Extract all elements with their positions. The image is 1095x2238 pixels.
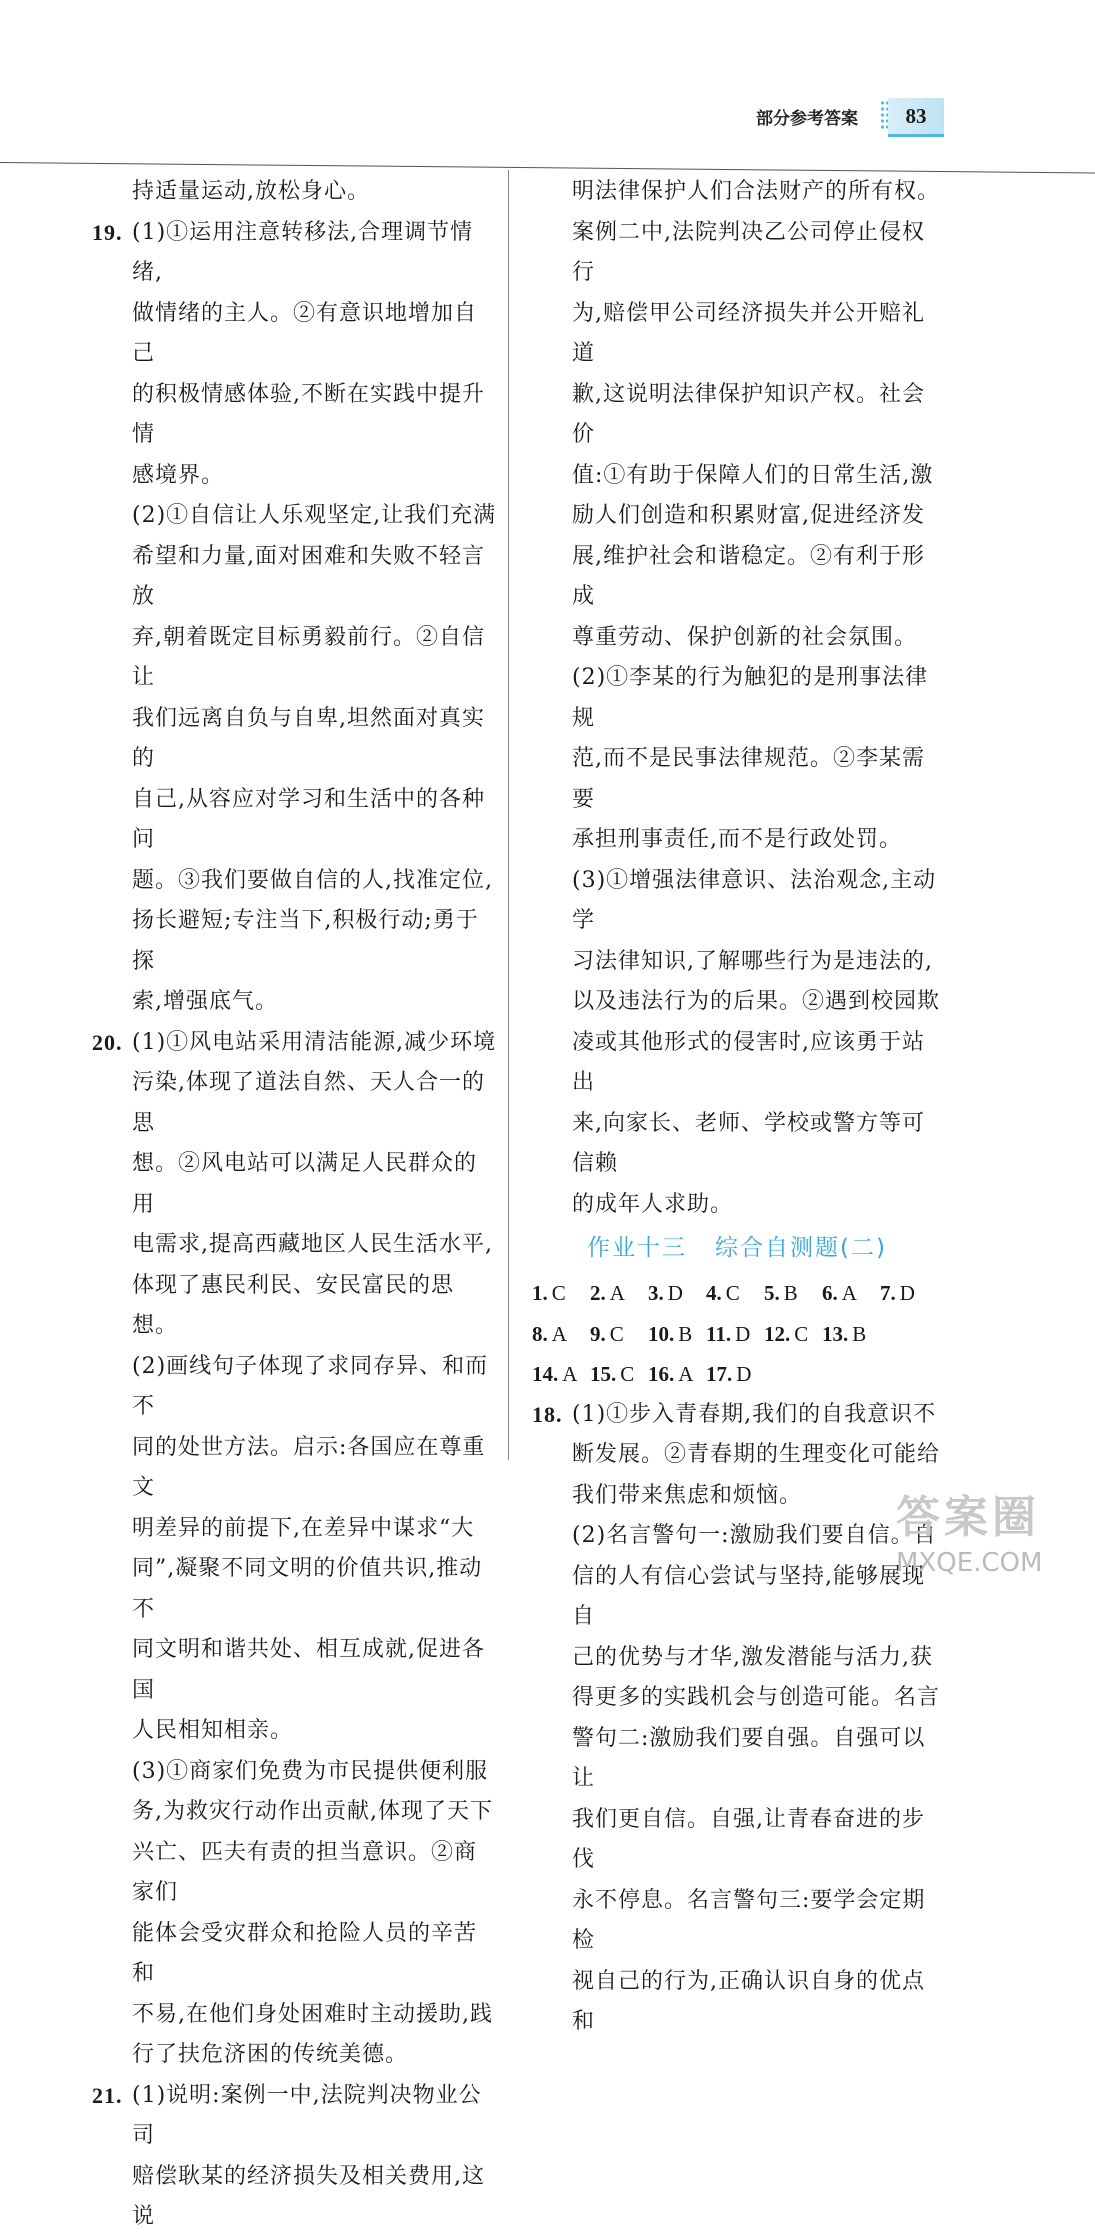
text-line: [92, 172, 497, 213]
choice-answer: [648, 1314, 706, 1355]
text-line: [92, 618, 497, 699]
choice-letter: C: [609, 1321, 624, 1346]
answer-text: (2)画线句子体现了求同存异、和而不: [132, 1353, 489, 1419]
answer-text: 以及违法行为的后果。②遇到校园欺: [572, 989, 941, 1014]
question-number: [92, 1995, 132, 2036]
choice-number: 14.: [532, 1362, 559, 1386]
watermark-url: MXQE.COM: [896, 1548, 1043, 1578]
answer-text: 明法律保护人们合法财产的所有权。: [572, 179, 941, 204]
text-line: [532, 1719, 942, 1800]
column-divider: [508, 170, 509, 1460]
question-number: [532, 1638, 572, 1679]
answer-text: 不易,在他们身处困难时主动援助,践: [132, 2001, 493, 2027]
answer-text: 信的人有信心尝试与坚持,能够展现自: [572, 1563, 925, 1629]
choice-letter: B: [783, 1281, 798, 1305]
answer-text: (3)①增强法律意识、法治观念,主动学: [572, 867, 937, 933]
text-line: [92, 861, 497, 902]
answer-text: 来,向家长、老师、学校或警方等可信赖: [572, 1110, 925, 1176]
answer-text: 索,增强底气。: [132, 989, 278, 1014]
question-number: [532, 1800, 572, 1881]
text-line: [532, 375, 942, 456]
choice-number: 2.: [590, 1281, 606, 1305]
question-number: [532, 172, 572, 213]
text-line: [532, 739, 942, 820]
question-number: [532, 982, 572, 1023]
question-number: [92, 1711, 132, 1752]
choice-letter: C: [620, 1362, 635, 1386]
question-number: [532, 375, 572, 456]
question-number: [92, 699, 132, 780]
answer-text: 同文明和谐共处、相互成就,促进各国: [132, 1637, 485, 1703]
question-number: [92, 1063, 132, 1144]
text-line: [92, 1711, 497, 1752]
choice-answer: [532, 1354, 590, 1395]
answer-text: 想。②风电站可以满足人民群众的用: [132, 1151, 478, 1217]
answer-text: 人民相知相亲。: [132, 1718, 294, 1743]
answer-text: 自己,从容应对学习和生活中的各种问: [132, 786, 485, 852]
choice-letter: C: [794, 1321, 809, 1346]
section-title-part2: 综合自测题(二): [715, 1235, 887, 1261]
answer-text: 务,为救灾行动作出贡献,体现了天下: [132, 1799, 493, 1824]
answer-text: 赔偿耿某的经济损失及相关费用,这说: [132, 2163, 485, 2229]
choice-answer: [706, 1314, 764, 1355]
choice-number: 6.: [822, 1281, 838, 1305]
answer-text: 展,维护社会和谐稳定。②有利于形成: [572, 543, 925, 609]
question-number: [532, 739, 572, 820]
question-number: [532, 1185, 572, 1226]
text-line: [92, 901, 497, 982]
answer-text: 电需求,提高西藏地区人民生活水平,: [132, 1232, 493, 1257]
answer-text: 案例二中,法院判决乙公司停止侵权行: [572, 219, 925, 285]
text-line: [92, 1549, 497, 1630]
question-number: [92, 294, 132, 375]
text-line: [532, 982, 942, 1023]
text-line: [92, 1023, 497, 1064]
answer-text: 我们远离自负与自卑,坦然面对真实的: [132, 705, 485, 771]
text-line: [92, 1792, 497, 1833]
answer-text: 能体会受灾群众和抢险人员的辛苦和: [132, 1920, 478, 1986]
choice-letter: A: [551, 1321, 567, 1346]
text-line: [92, 1630, 497, 1711]
choice-number: 10.: [648, 1321, 675, 1346]
text-line: [532, 658, 942, 739]
choice-answer: [648, 1354, 706, 1395]
answer-text: 断发展。②青春期的生理变化可能给: [572, 1442, 941, 1467]
question-number: [92, 1792, 132, 1833]
answer-text: (1)说明:案例一中,法院判决物业公司: [132, 2082, 482, 2148]
question-number: [92, 1914, 132, 1995]
text-line: [532, 1104, 942, 1185]
text-line: [532, 1476, 942, 1517]
question-number: [92, 1347, 132, 1428]
answer-text: (1)①步入青春期,我们的自我意识不: [572, 1401, 937, 1427]
answer-text: 体现了惠民利民、安民富民的思想。: [132, 1272, 455, 1338]
text-line: [532, 294, 942, 375]
question-number: [532, 1719, 572, 1800]
choice-letter: C: [551, 1281, 566, 1305]
answer-text: 习法律知识,了解哪些行为是违法的,: [572, 948, 933, 974]
text-line: [532, 172, 942, 213]
choice-answer: [764, 1314, 822, 1355]
watermark-logo: [896, 1488, 1066, 1588]
choice-letter: C: [725, 1281, 740, 1305]
text-line: [532, 456, 942, 497]
question-number: 18.: [532, 1401, 563, 1427]
text-line: [92, 2157, 497, 2238]
choice-letter: D: [667, 1281, 683, 1305]
question-number: [532, 1881, 572, 1962]
text-line: [532, 1435, 942, 1476]
question-number: [92, 496, 132, 537]
text-line: [532, 618, 942, 659]
choice-letter: D: [736, 1362, 752, 1386]
text-line: [532, 1678, 942, 1719]
answer-text: (2)①李某的行为触犯的是刑事法律规: [572, 665, 929, 731]
question-number: [532, 496, 572, 537]
answer-text: 警句二:激励我们要自强。自强可以让: [572, 1725, 926, 1791]
answer-text: 的成年人求助。: [572, 1191, 734, 1217]
choice-answer: [590, 1273, 648, 1314]
answer-text: 我们带来焦虑和烦恼。: [572, 1482, 803, 1508]
question-number: [532, 820, 572, 861]
choice-answer: [706, 1354, 764, 1395]
answer-text: 同的处世方法。启示:各国应在尊重文: [132, 1434, 486, 1500]
text-line: [92, 537, 497, 618]
choice-number: 8.: [532, 1321, 548, 1346]
answer-text: 弃,朝着既定目标勇毅前行。②自信让: [132, 624, 485, 690]
question-number: 21.: [92, 2082, 123, 2108]
choice-number: 5.: [764, 1281, 780, 1305]
section-title-part1: 作业十三: [587, 1235, 688, 1261]
text-line: [92, 1914, 497, 1995]
choice-row: [532, 1273, 942, 1314]
text-line: [92, 780, 497, 861]
question-number: [532, 456, 572, 497]
answer-text: 己的优势与才华,激发潜能与活力,获: [572, 1644, 933, 1670]
question-number: [92, 375, 132, 456]
choice-number: 4.: [706, 1281, 722, 1305]
question-number: [532, 294, 572, 375]
question-number: [92, 2157, 132, 2238]
text-line: [92, 1995, 497, 2036]
text-line: [532, 496, 942, 537]
choice-answer: [532, 1314, 590, 1355]
text-line: [92, 982, 497, 1023]
question-number: [92, 1144, 132, 1225]
question-number: [92, 861, 132, 902]
choice-number: 16.: [648, 1362, 675, 1386]
answer-text: 范,而不是民事法律规范。②李某需要: [572, 746, 925, 812]
text-line: [532, 820, 942, 861]
question-number: [92, 537, 132, 618]
right-column-top: [532, 172, 942, 1225]
choice-answer: [822, 1273, 880, 1314]
answer-text: 做情绪的主人。②有意识地增加自己: [132, 300, 478, 366]
text-line: [92, 1225, 497, 1266]
question-number: [532, 1516, 572, 1557]
text-line: [532, 861, 942, 942]
text-line: [92, 2035, 497, 2076]
choice-letter: B: [678, 1321, 693, 1346]
text-line: [532, 1881, 942, 1962]
question-number: [532, 658, 572, 739]
choice-letter: B: [852, 1321, 867, 1346]
choice-answer: [590, 1314, 648, 1355]
answer-text: 视自己的行为,正确认识自身的优点和: [572, 1968, 925, 2034]
text-line: [92, 375, 497, 456]
question-number: [92, 1428, 132, 1509]
question-number: [92, 456, 132, 497]
answer-text: 为,赔偿甲公司经济损失并公开赔礼道: [572, 300, 925, 366]
question-number: [92, 1833, 132, 1914]
choice-answer: [590, 1354, 648, 1395]
text-line: [532, 1023, 942, 1104]
question-number: [532, 537, 572, 618]
answer-text: 励人们创造和积累财富,促进经济发: [572, 503, 925, 528]
text-line: [92, 1752, 497, 1793]
page-number: 83: [888, 98, 944, 137]
choice-number: 9.: [590, 1321, 606, 1346]
choice-number: 12.: [764, 1321, 791, 1346]
question-number: [532, 1962, 572, 2043]
choice-answers: [532, 1273, 942, 1395]
question-number: [532, 942, 572, 983]
question-number: [532, 1023, 572, 1104]
answer-text: (1)①运用注意转移法,合理调节情绪,: [132, 219, 474, 285]
answer-text: 值:①有助于保障人们的日常生活,激: [572, 462, 934, 488]
question-number: [532, 1476, 572, 1517]
header-title: 部分参考答案: [756, 109, 858, 129]
answer-text: 兴亡、匹夫有责的担当意识。②商家们: [132, 1839, 478, 1905]
choice-number: 1.: [532, 1281, 548, 1305]
text-line: [532, 942, 942, 983]
right-column: [532, 172, 942, 2043]
question-number: [92, 1266, 132, 1347]
choice-answer: [532, 1273, 590, 1314]
question-number: 20.: [92, 1029, 123, 1055]
text-line: [532, 213, 942, 294]
answer-text: 我们更自信。自强,让青春奋进的步伐: [572, 1806, 925, 1872]
answer-text: 题。③我们要做自信的人,找准定位,: [132, 867, 493, 893]
answer-text: (2)名言警句一:激励我们要自信。自: [572, 1523, 937, 1548]
choice-number: 11.: [706, 1321, 732, 1346]
choice-letter: D: [899, 1281, 915, 1305]
answer-text: 的积极情感体验,不断在实践中提升情: [132, 381, 485, 447]
choice-letter: D: [735, 1321, 751, 1346]
text-line: [92, 1509, 497, 1550]
answer-text: 污染,体现了道法自然、天人合一的思: [132, 1070, 485, 1136]
section-title: [532, 1227, 942, 1269]
right-column-bottom: [532, 1395, 942, 2043]
text-line: [92, 1144, 497, 1225]
question-number: [92, 1549, 132, 1630]
question-number: [532, 213, 572, 294]
question-number: [92, 2035, 132, 2076]
text-line: [92, 699, 497, 780]
question-number: [532, 618, 572, 659]
question-number: [532, 1678, 572, 1719]
answer-text: 扬长避短;专注当下,积极行动;勇于探: [132, 908, 479, 974]
question-number: [92, 172, 132, 213]
question-number: [532, 1435, 572, 1476]
text-line: [92, 2076, 497, 2157]
answer-text: 永不停息。名言警句三:要学会定期检: [572, 1887, 926, 1953]
choice-answer: [648, 1273, 706, 1314]
choice-row: [532, 1314, 942, 1355]
answer-text: 凌或其他形式的侵害时,应该勇于站出: [572, 1029, 925, 1095]
question-number: [532, 861, 572, 942]
question-number: [92, 982, 132, 1023]
left-column: [92, 172, 497, 2238]
text-line: [532, 1395, 942, 1436]
text-line: [532, 1962, 942, 2043]
question-number: [92, 1752, 132, 1793]
question-number: [92, 618, 132, 699]
text-line: [92, 1347, 497, 1428]
question-number: [92, 1630, 132, 1711]
question-number: [92, 901, 132, 982]
text-line: [92, 1428, 497, 1509]
choice-letter: A: [678, 1362, 694, 1386]
answer-text: 得更多的实践机会与创造可能。名言: [572, 1685, 941, 1710]
text-line: [92, 496, 497, 537]
text-line: [532, 1638, 942, 1679]
answer-text: 行了扶危济困的传统美德。: [132, 2042, 409, 2067]
choice-number: 3.: [648, 1281, 664, 1305]
answer-text: (3)①商家们免费为市民提供便利服: [132, 1758, 489, 1784]
question-number: [92, 1509, 132, 1550]
choice-answer: [822, 1314, 880, 1355]
question-number: [92, 1225, 132, 1266]
answer-text: 感境界。: [132, 462, 225, 488]
choice-number: 7.: [880, 1281, 896, 1305]
answer-text: 希望和力量,面对困难和失败不轻言放: [132, 543, 485, 609]
question-number: [532, 1104, 572, 1185]
text-line: [532, 1185, 942, 1226]
question-number: 19.: [92, 219, 123, 245]
answer-text: 承担刑事责任,而不是行政处罚。: [572, 827, 902, 852]
choice-number: 17.: [706, 1362, 733, 1386]
text-line: [532, 1800, 942, 1881]
choice-number: 15.: [590, 1362, 617, 1386]
text-line: [92, 456, 497, 497]
text-line: [92, 1266, 497, 1347]
question-number: [532, 1557, 572, 1638]
text-line: [92, 1833, 497, 1914]
choice-answer: [880, 1273, 938, 1314]
answer-text: (2)①自信让人乐观坚定,让我们充满: [132, 503, 497, 528]
text-line: [532, 1516, 942, 1557]
choice-letter: A: [841, 1281, 857, 1305]
choice-letter: A: [609, 1281, 625, 1305]
watermark-text: 答案圈: [896, 1492, 1040, 1543]
answer-text: (1)①风电站采用清洁能源,减少环境: [132, 1029, 497, 1055]
text-line: [532, 537, 942, 618]
answer-text: 同”,凝聚不同文明的价值共识,推动不: [132, 1556, 483, 1622]
answer-text: 明差异的前提下,在差异中谋求“大: [132, 1515, 475, 1541]
choice-number: 13.: [822, 1321, 849, 1346]
answer-text: 尊重劳动、保护创新的社会氛围。: [572, 624, 918, 650]
choice-row: [532, 1354, 942, 1395]
answer-text: 持适量运动,放松身心。: [132, 179, 370, 204]
text-line: [92, 294, 497, 375]
text-line: [92, 1063, 497, 1144]
text-line: [92, 213, 497, 294]
answer-text: 歉,这说明法律保护知识产权。社会价: [572, 381, 925, 447]
choice-answer: [706, 1273, 764, 1314]
question-number: [92, 780, 132, 861]
text-line: [532, 1557, 942, 1638]
choice-letter: A: [562, 1362, 578, 1386]
choice-answer: [764, 1273, 822, 1314]
